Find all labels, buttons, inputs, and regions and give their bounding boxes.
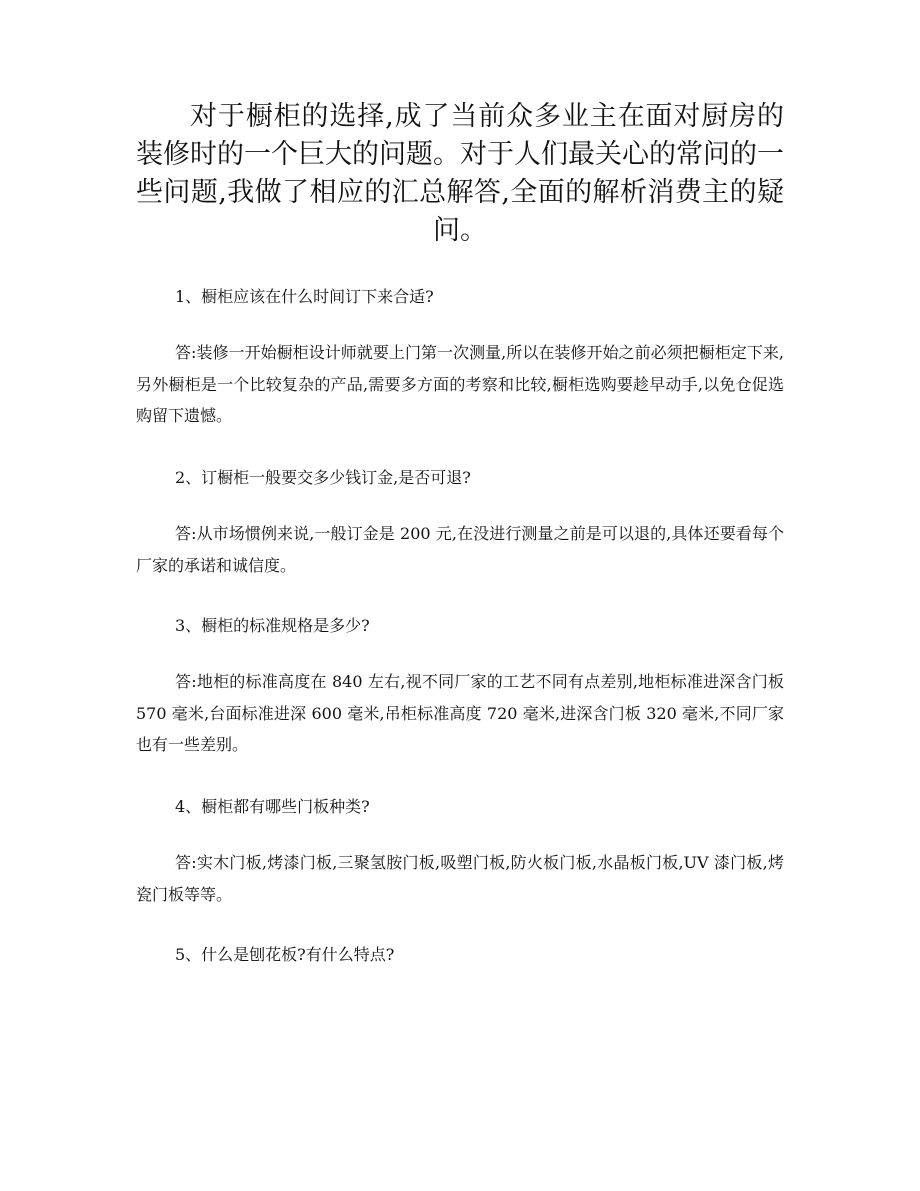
question-5: 5、什么是刨花板?有什么特点? xyxy=(175,945,395,964)
answer-3: 答:地柜的标准高度在 840 左右,视不同厂家的工艺不同有点差别,地柜标准进深含门板 570 毫米,台面标准进深 600 毫米,吊柜标准高度 720 毫米,进深含门板 320 毫米,不同厂家也有一些差别。 xyxy=(136,672,784,754)
answer-4: 答:实木门板,烤漆门板,三聚氢胺门板,吸塑门板,防火板门板,水晶板门板,UV 漆门板,烤瓷门板等等。 xyxy=(136,853,784,904)
answer-2: 答:从市场惯例来说,一般订金是 200 元,在没进行测量之前是可以退的,具体还要看每个厂家的承诺和诚信度。 xyxy=(136,524,784,575)
question-3: 3、橱柜的标准规格是多少? xyxy=(175,616,370,635)
intro-paragraph: 对于橱柜的选择,成了当前众多业主在面对厨房的装修时的一个巨大的问题。对于人们最关心的常问的一些问题,我做了相应的汇总解答,全面的解析消费主的疑问。 xyxy=(136,101,784,246)
answer-1: 答:装修一开始橱柜设计师就要上门第一次测量,所以在装修开始之前必须把橱柜定下来,另外橱柜是一个比较复杂的产品,需要多方面的考察和比较,橱柜选购要趁早动手,以免仓促选购留下遗憾。 xyxy=(136,343,784,425)
question-4: 4、橱柜都有哪些门板种类? xyxy=(175,797,370,816)
question-2: 2、订橱柜一般要交多少钱订金,是否可退? xyxy=(175,468,471,487)
question-1: 1、橱柜应该在什么时间订下来合适? xyxy=(175,287,434,306)
